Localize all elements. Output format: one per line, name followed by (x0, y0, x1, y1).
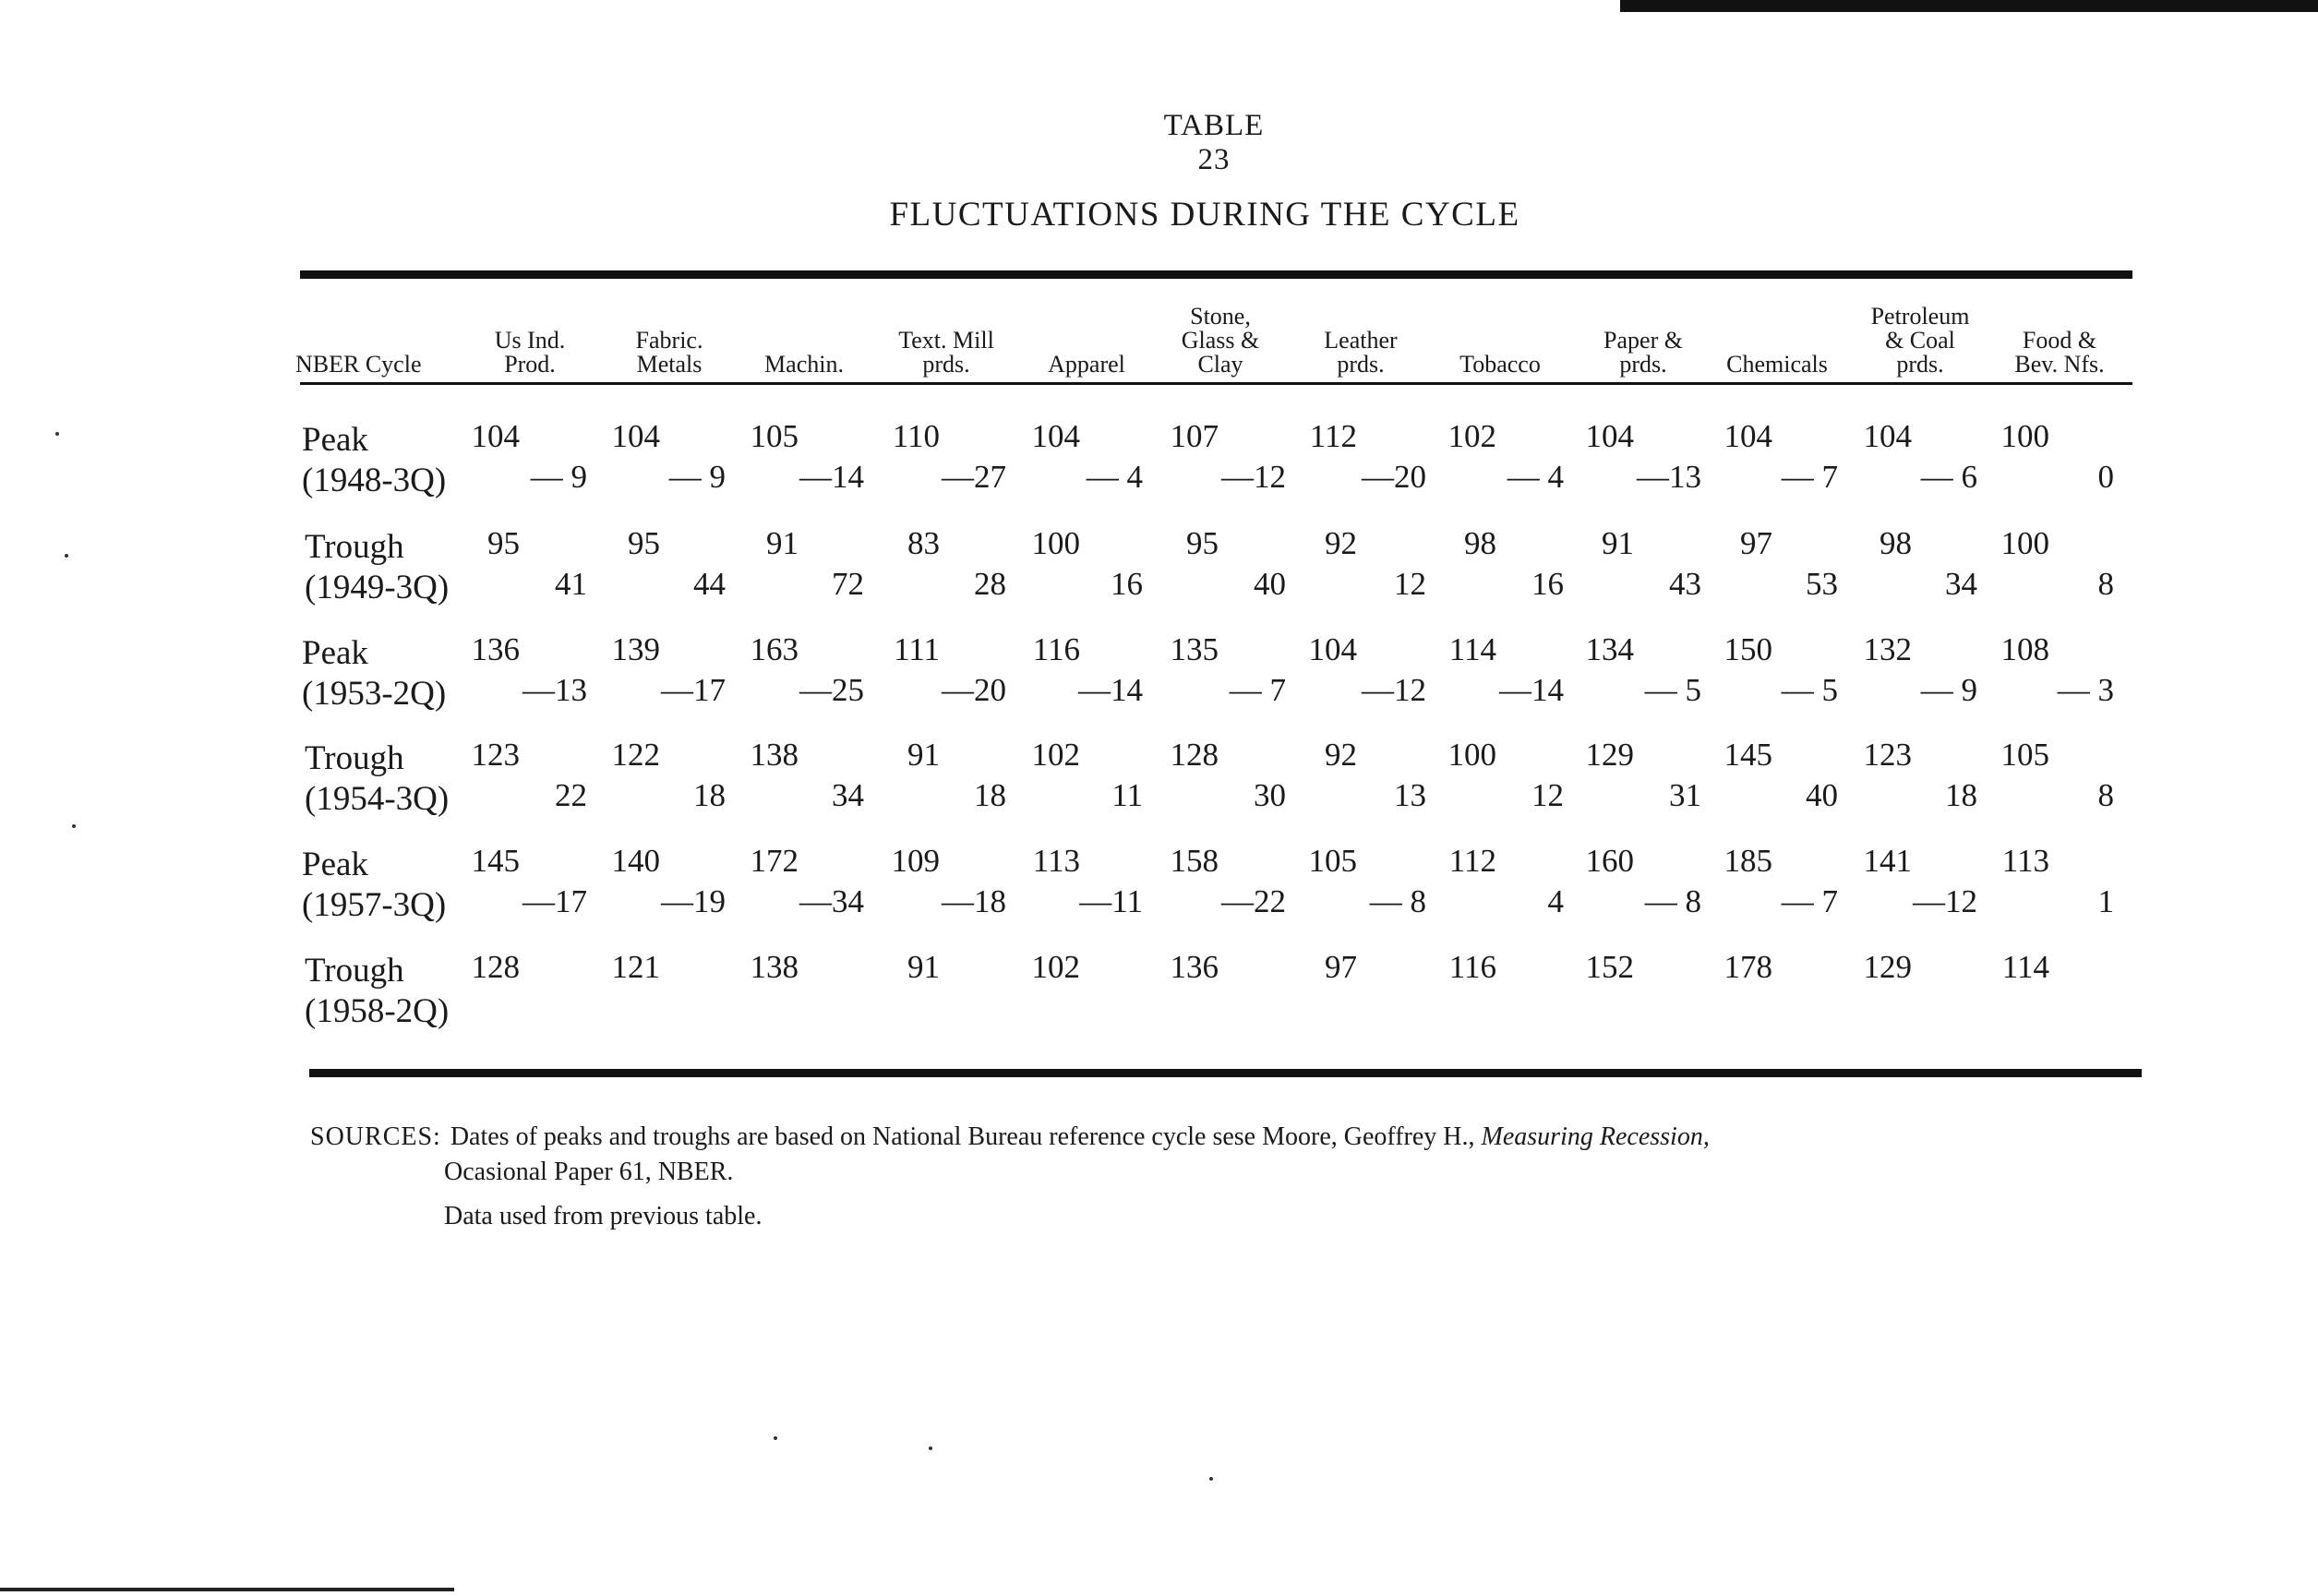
cell-index-value: 111 (894, 631, 940, 667)
cell-index-value: 121 (611, 949, 660, 985)
table-bottom-rule (309, 1069, 2142, 1077)
cell-index-value: 128 (471, 949, 520, 985)
cell-percent-change: 44 (693, 566, 726, 602)
cell-index-value: 105 (750, 418, 799, 454)
column-header (474, 294, 585, 377)
cell-percent-change: 72 (832, 566, 864, 602)
sources-text: Dates of peaks and troughs are based on National Bureau reference cycle sese Moore, Geoffrey H., (450, 1122, 1475, 1151)
cell-percent-change: 22 (555, 777, 587, 813)
cell-index-value: 100 (1031, 525, 1080, 561)
cell-percent-change: 12 (1394, 566, 1426, 602)
cell-index-value: 91 (907, 949, 940, 985)
column-header-line: Text. Mill (898, 327, 994, 354)
cell-percent-change: 16 (1111, 566, 1143, 602)
cell-index-value: 113 (1032, 843, 1080, 879)
cell-index-value: 135 (1170, 631, 1219, 667)
cell-index-value: 152 (1585, 949, 1634, 985)
cell-percent-change: 8 (2097, 566, 2114, 602)
cell-index-value: 105 (2000, 737, 2049, 773)
sources-data-note: Data used from previous table. (444, 1202, 763, 1230)
scan-speck (55, 432, 59, 436)
cell-percent-change: —17 (522, 883, 587, 919)
cell-percent-change: 34 (1945, 566, 1977, 602)
cell-percent-change: —11 (1079, 883, 1143, 919)
row-label (302, 633, 446, 714)
cell-index-value: 92 (1325, 737, 1357, 773)
cell-percent-change: 0 (2097, 459, 2114, 495)
cell-percent-change: 28 (974, 566, 1006, 602)
cell-percent-change: — 8 (1369, 883, 1426, 919)
column-header-line: Stone, (1190, 303, 1251, 330)
cell-percent-change: 34 (832, 777, 864, 813)
cell-index-value: 138 (750, 949, 799, 985)
column-header (1031, 294, 1142, 377)
cell-percent-change: — 4 (1507, 459, 1564, 495)
cell-index-value: 138 (750, 737, 799, 773)
cell-index-value: 95 (487, 525, 520, 561)
cell-percent-change: — 6 (1920, 459, 1977, 495)
cell-index-value: 136 (471, 631, 520, 667)
column-header-line: prds. (1896, 351, 1944, 378)
cell-index-value: 112 (1309, 418, 1357, 454)
row-label-name: Trough (305, 528, 404, 566)
row-label-date: (1954-3Q) (305, 780, 450, 818)
cell-index-value: 114 (1448, 631, 1496, 667)
cell-percent-change: — 9 (530, 459, 587, 495)
column-header-line: Apparel (1048, 351, 1125, 378)
sources-label: SOURCES: (310, 1122, 441, 1151)
row-label-date: (1953-2Q) (302, 675, 447, 713)
column-header (1305, 294, 1416, 377)
cell-percent-change: —12 (1221, 459, 1286, 495)
row-label-date: (1958-2Q) (305, 992, 450, 1030)
column-header-line: Tobacco (1459, 351, 1541, 378)
cell-index-value: 92 (1325, 525, 1357, 561)
cell-percent-change: —14 (799, 459, 864, 495)
cell-index-value: 97 (1740, 525, 1772, 561)
column-header-line: Prod. (504, 351, 556, 378)
cell-index-value: 140 (611, 843, 660, 879)
cell-index-value: 128 (1170, 737, 1219, 773)
row-label-name: Trough (305, 739, 404, 777)
cell-percent-change: — 3 (2057, 672, 2114, 708)
cell-percent-change: 43 (1669, 566, 1701, 602)
sources-note (310, 1122, 2147, 1232)
cell-index-value: 104 (1585, 418, 1634, 454)
column-header-line: Petroleum (1870, 303, 1970, 330)
cell-index-value: 109 (891, 843, 940, 879)
row-label (302, 845, 446, 926)
cell-index-value: 158 (1170, 843, 1219, 879)
column-header-line: Fabric. (635, 327, 703, 354)
scan-edge-bar-top (1620, 0, 2318, 12)
cell-percent-change: —17 (661, 672, 726, 708)
cell-index-value: 97 (1325, 949, 1357, 985)
column-header (1165, 294, 1276, 377)
cell-percent-change: —20 (942, 672, 1006, 708)
column-header-line: prds. (1619, 351, 1667, 378)
cell-index-value: 160 (1585, 843, 1634, 879)
cell-index-value: 104 (471, 418, 520, 454)
cell-index-value: 104 (1723, 418, 1772, 454)
row-label-name: Peak (302, 846, 368, 883)
cell-index-value: 102 (1031, 737, 1080, 773)
cell-percent-change: 12 (1531, 777, 1564, 813)
cell-index-value: 178 (1723, 949, 1772, 985)
cell-percent-change: —12 (1913, 883, 1977, 919)
cell-index-value: 110 (892, 418, 940, 454)
cell-index-value: 91 (1602, 525, 1634, 561)
cell-index-value: 123 (1863, 737, 1912, 773)
scan-edge-bar-bottom (0, 1588, 454, 1591)
cell-index-value: 91 (907, 737, 940, 773)
scan-speck (72, 824, 76, 828)
column-header-line: Glass & (1181, 327, 1260, 354)
column-header-line: Metals (636, 351, 703, 378)
cell-percent-change: 13 (1394, 777, 1426, 813)
cell-index-value: 100 (2000, 418, 2049, 454)
cell-index-value: 95 (1186, 525, 1219, 561)
cell-index-value: 123 (471, 737, 520, 773)
column-header (295, 294, 462, 377)
cell-percent-change: 40 (1806, 777, 1838, 813)
scan-speck (1209, 1477, 1213, 1481)
cell-percent-change: 16 (1531, 566, 1564, 602)
cell-percent-change: —14 (1499, 672, 1564, 708)
cell-percent-change: —13 (1637, 459, 1701, 495)
cell-index-value: 100 (1447, 737, 1496, 773)
row-label (305, 738, 449, 820)
cell-index-value: 107 (1170, 418, 1219, 454)
cell-percent-change: — 9 (668, 459, 726, 495)
column-header-line: Leather (1324, 327, 1398, 354)
column-header-line: prds. (1337, 351, 1385, 378)
row-label-name: Trough (305, 952, 404, 990)
cell-percent-change: 1 (2097, 883, 2114, 919)
row-label-date: (1949-3Q) (305, 569, 450, 606)
cell-index-value: 112 (1448, 843, 1496, 879)
cell-index-value: 102 (1031, 949, 1080, 985)
cell-percent-change: — 9 (1920, 672, 1977, 708)
cell-index-value: 145 (471, 843, 520, 879)
cell-percent-change: 53 (1806, 566, 1838, 602)
cell-percent-change: — 8 (1644, 883, 1701, 919)
cell-index-value: 104 (611, 418, 660, 454)
cell-percent-change: —13 (522, 672, 587, 708)
cell-index-value: 163 (750, 631, 799, 667)
column-header-line: Chemicals (1726, 351, 1828, 378)
cell-index-value: 102 (1447, 418, 1496, 454)
cell-index-value: 113 (2001, 843, 2049, 879)
row-label (305, 951, 449, 1032)
cell-percent-change: 41 (555, 566, 587, 602)
row-label-name: Peak (302, 421, 368, 459)
column-header-line: Bev. Nfs. (2014, 351, 2105, 378)
cell-index-value: 185 (1723, 843, 1772, 879)
cell-percent-change: —12 (1362, 672, 1426, 708)
cell-percent-change: 18 (1945, 777, 1977, 813)
column-header (877, 294, 1015, 377)
cell-percent-change: — 5 (1781, 672, 1838, 708)
cell-index-value: 100 (2000, 525, 2049, 561)
cell-index-value: 141 (1863, 843, 1912, 879)
cell-percent-change: —27 (942, 459, 1006, 495)
header-rule (300, 382, 2132, 385)
cell-index-value: 150 (1723, 631, 1772, 667)
row-label (302, 420, 446, 501)
cell-percent-change: —25 (799, 672, 864, 708)
cell-percent-change: —19 (661, 883, 726, 919)
column-header-line: Machin. (764, 351, 844, 378)
cell-index-value: 129 (1585, 737, 1634, 773)
cell-index-value: 132 (1863, 631, 1912, 667)
row-label-date: (1948-3Q) (302, 462, 447, 499)
column-header-line: Clay (1197, 351, 1243, 378)
cell-percent-change: 4 (1547, 883, 1564, 919)
cell-index-value: 95 (628, 525, 660, 561)
cell-index-value: 98 (1464, 525, 1496, 561)
column-header-line: NBER Cycle (295, 351, 422, 378)
scan-speck (774, 1436, 777, 1440)
column-header-line: prds. (922, 351, 970, 378)
cell-index-value: 104 (1863, 418, 1912, 454)
cell-index-value: 105 (1308, 843, 1357, 879)
row-label-date: (1957-3Q) (302, 886, 447, 924)
column-header (1708, 294, 1846, 377)
column-header-line: & Coal (1885, 327, 1955, 354)
table-title: FLUCTUATIONS DURING THE CYCLE (889, 196, 1520, 234)
cell-percent-change: —20 (1362, 459, 1426, 495)
cell-percent-change: — 7 (1781, 459, 1838, 495)
column-header (1995, 294, 2124, 377)
cell-index-value: 134 (1585, 631, 1634, 667)
cell-index-value: 104 (1308, 631, 1357, 667)
cell-index-value: 145 (1723, 737, 1772, 773)
sources-citation: Measuring Recession, (1481, 1122, 1710, 1151)
cell-percent-change: 18 (974, 777, 1006, 813)
column-header-line: Us Ind. (494, 327, 566, 354)
column-header-line: Paper & (1603, 327, 1683, 354)
cell-index-value: 116 (1448, 949, 1496, 985)
column-header (1440, 294, 1560, 377)
scan-speck (929, 1446, 932, 1450)
scan-speck (65, 554, 68, 558)
cell-percent-change: 30 (1254, 777, 1286, 813)
column-header (1846, 294, 1994, 377)
cell-index-value: 136 (1170, 949, 1219, 985)
cell-index-value: 116 (1032, 631, 1080, 667)
cell-percent-change: — 7 (1781, 883, 1838, 919)
cell-percent-change: 31 (1669, 777, 1701, 813)
cell-index-value: 114 (2001, 949, 2049, 985)
table-number: TABLE 23 (1163, 109, 1265, 176)
cell-percent-change: 18 (693, 777, 726, 813)
column-header-line: Food & (2022, 327, 2097, 354)
cell-percent-change: 11 (1111, 777, 1143, 813)
cell-index-value: 122 (611, 737, 660, 773)
cell-percent-change: — 7 (1229, 672, 1286, 708)
cell-percent-change: —34 (799, 883, 864, 919)
cell-index-value: 98 (1880, 525, 1912, 561)
cell-index-value: 83 (907, 525, 940, 561)
cell-percent-change: — 5 (1644, 672, 1701, 708)
cell-percent-change: 40 (1254, 566, 1286, 602)
cell-percent-change: —18 (942, 883, 1006, 919)
cell-index-value: 91 (766, 525, 799, 561)
cell-index-value: 129 (1863, 949, 1912, 985)
column-header (1588, 294, 1699, 377)
cell-index-value: 172 (750, 843, 799, 879)
cell-percent-change: —14 (1078, 672, 1143, 708)
cell-percent-change: —22 (1221, 883, 1286, 919)
row-label (305, 527, 449, 608)
cell-index-value: 139 (611, 631, 660, 667)
table-top-rule (300, 270, 2132, 279)
cell-index-value: 108 (2000, 631, 2049, 667)
cell-index-value: 104 (1031, 418, 1080, 454)
sources-continuation: Ocasional Paper 61, NBER. (444, 1158, 734, 1186)
column-header (614, 294, 725, 377)
cell-percent-change: 8 (2097, 777, 2114, 813)
row-label-name: Peak (302, 634, 368, 672)
column-header (753, 294, 855, 377)
cell-percent-change: — 4 (1086, 459, 1143, 495)
